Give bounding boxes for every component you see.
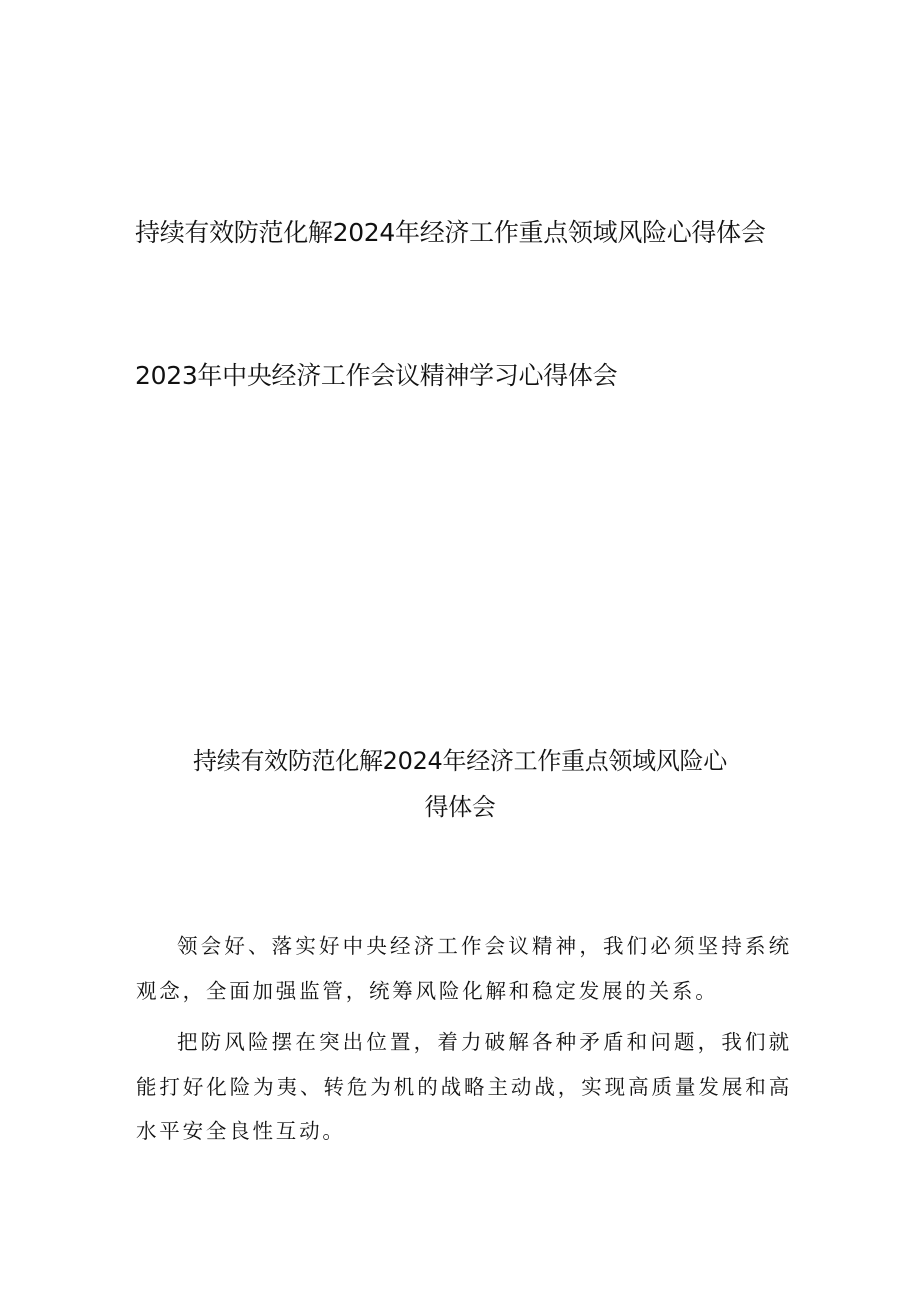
body-paragraph-1: 领会好、落实好中央经济工作会议精神，我们必须坚持系统观念，全面加强监管，统筹风险化解和稳定发展的关系。: [136, 934, 792, 1003]
document-title-line-1: 持续有效防范化解2024年经济工作重点领域风险心: [193, 747, 727, 775]
body-paragraph-2: 把防风险摆在突出位置，着力破解各种矛盾和问题，我们就能打好化险为夷、转危为机的战略主动战，实现高质量发展和高水平安全良性互动。: [136, 1030, 792, 1143]
document-title: [150, 738, 770, 830]
toc-item-1: 持续有效防范化解2024年经济工作重点领域风险心得体会: [135, 218, 766, 247]
document-title-line-2: 得体会: [424, 793, 496, 821]
toc-item-2: 2023年中央经济工作会议精神学习心得体会: [135, 361, 618, 390]
